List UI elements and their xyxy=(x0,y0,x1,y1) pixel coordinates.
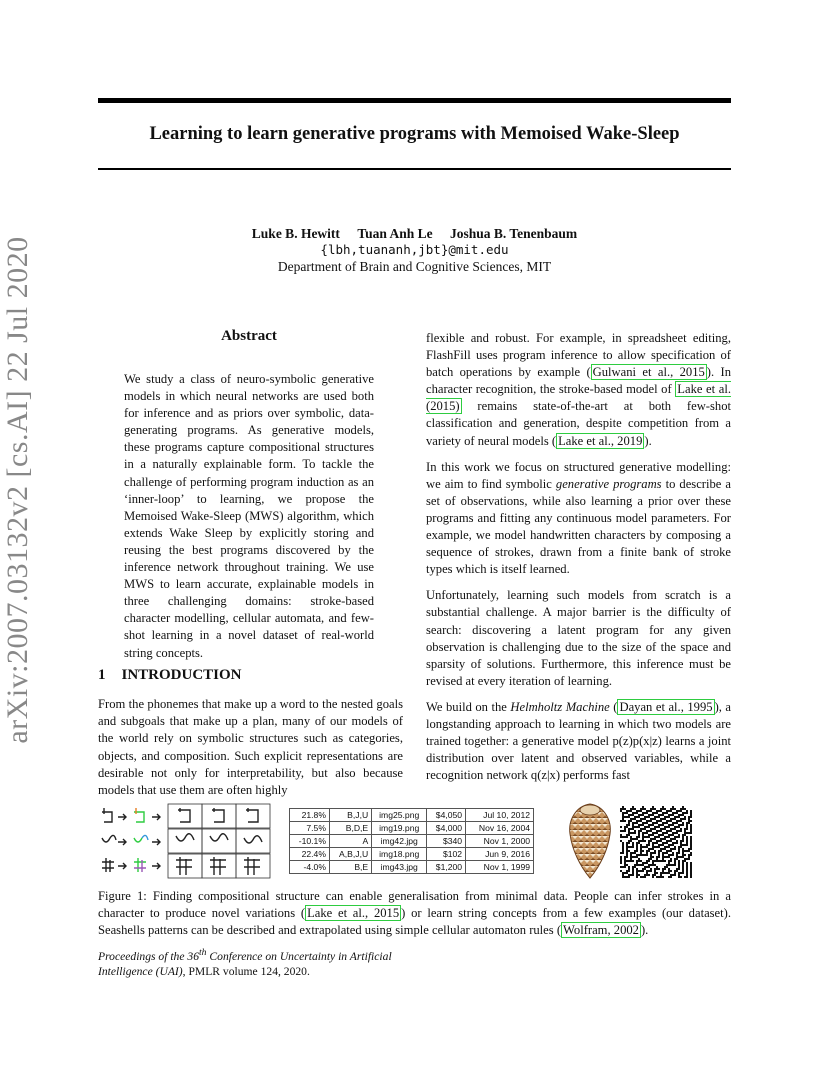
table-cell: Jul 10, 2012 xyxy=(466,809,534,822)
paragraph: In this work we focus on structured generative modelling: we aim to find symbolic generative programs to describe a set of observations, while also learning a prior over these programs and fitting any continuous model parameters. For example, we model handwritten characters by composing a sequence of strokes, drawn from a finite bank of stroke types which is itself learned. xyxy=(426,459,731,577)
section-heading xyxy=(98,667,242,684)
author-name: Luke B. Hewitt xyxy=(251,226,340,241)
table-cell: $4,050 xyxy=(427,809,466,822)
table-row xyxy=(290,809,534,822)
table-cell: 21.8% xyxy=(290,809,330,822)
table-cell: Nov 16, 2004 xyxy=(466,822,534,835)
paper-title: Learning to learn generative programs with Memoised Wake-Sleep xyxy=(149,124,680,144)
citation-link[interactable]: Wolfram, 2002 xyxy=(563,923,639,938)
section-number: 1 xyxy=(98,667,106,683)
arxiv-id: arXiv:2007.03132v2 [cs.AI] 22 Jul 2020 xyxy=(1,236,34,744)
citation-link[interactable]: Dayan et al., 1995 xyxy=(619,699,713,714)
table-cell: A,B,J,U xyxy=(329,848,371,861)
table-cell: -10.1% xyxy=(290,835,330,848)
table-cell: 22.4% xyxy=(290,848,330,861)
table-cell: $102 xyxy=(427,848,466,861)
author-emails: {lbh,tuananh,jbt}@mit.edu xyxy=(320,242,509,257)
table-cell: B,E xyxy=(329,861,371,874)
author-list xyxy=(98,226,731,242)
abstract-text: We study a class of neuro-symbolic generative models in which neural networks are used both for inference and as priors over symbolic, data-generating programs. As generative models, these programs capture compositional structures in a naturally explainable form. To tackle the challenge of performing program induction as an ‘inner-loop’ to learning, we propose the Memoised Wake-Sleep (MWS) algorithm, which extends Wake Sleep by explicitly storing and reusing the best programs discovered by the inference network throughout training. We use MWS to learn accurate, explainable models in three challenging domains: stroke-based character modelling, cellular automata, and few-shot learning in a novel dataset of real-world string concepts. xyxy=(124,372,374,660)
table-cell: img43.jpg xyxy=(372,861,427,874)
table-cell: img19.png xyxy=(372,822,427,835)
table-row xyxy=(290,861,534,874)
table-row xyxy=(290,835,534,848)
citation-link[interactable]: Lake et al., 2015 xyxy=(307,906,400,921)
paragraph: Unfortunately, learning such models from scratch is a substantial challenge. A major barrier is the difficulty of search: discovering a latent program for any given observation is challenging due to the size of the space and sparsity of solutions. Furthermore, this inference must be revised at every iteration of learning. xyxy=(426,588,731,688)
affiliation: Department of Brain and Cognitive Sciences, MIT xyxy=(277,259,552,274)
table-cell: Nov 1, 2000 xyxy=(466,835,534,848)
citation-link[interactable]: Lake et al. (2015) xyxy=(426,382,731,414)
table-cell: A xyxy=(329,835,371,848)
table-cell: Jun 9, 2016 xyxy=(466,848,534,861)
table-cell: img25.png xyxy=(372,809,427,822)
proceedings-footnote: Proceedings of the 36th Conference on Uncertainty in Artificial Intelligence (UAI), PMLR volume 124, 2020. xyxy=(98,947,392,978)
character-strokes-panel xyxy=(98,802,274,880)
seashell-image xyxy=(566,800,614,880)
table-cell: $340 xyxy=(427,835,466,848)
table-cell: -4.0% xyxy=(290,861,330,874)
title-bottom-rule xyxy=(98,168,731,170)
string-concept-table xyxy=(289,808,534,874)
table-cell: img18.png xyxy=(372,848,427,861)
citation-link[interactable]: Gulwani et al., 2015 xyxy=(592,365,705,380)
table-cell: B,D,E xyxy=(329,822,371,835)
table-cell: $1,200 xyxy=(427,861,466,874)
table-cell: $4,000 xyxy=(427,822,466,835)
intro-paragraph: From the phonemes that make up a word to the nested goals and subgoals that make up a plan, many of our models of the world rely on symbolic structures such as categories, objects, and composition. Such explicit representations are desirable not only for interpretability, but also because models that use them are often highly xyxy=(98,697,403,798)
paragraph: flexible and robust. For example, in spreadsheet editing, FlashFill uses program inference to allow specification of batch operations by example ( Gulwani et al., 2015 ). In character recognition, the stroke-based model of Lake et al. (2015) remains state-of-the-art at both few-shot classification and generation, despite competition from a variety of neural models ( Lake et al., 2019 ). xyxy=(426,331,731,448)
table-cell: B,J,U xyxy=(329,809,371,822)
table-cell: img42.jpg xyxy=(372,835,427,848)
right-column xyxy=(426,330,731,793)
cellular-automaton-image xyxy=(620,806,692,878)
figure-caption: Figure 1: Finding compositional structure can enable generalisation from minimal data. People can infer strokes in a character to produce novel variations ( Lake et al., 2015 ) or learn string concepts from a few examples (our dataset). Seashells patterns can be described and extrapolated using simple cellular automaton rules ( Wolfram, 2002 ). xyxy=(98,889,731,938)
top-rule xyxy=(98,98,731,103)
paragraph: We build on the Helmholtz Machine ( Dayan et al., 1995 ), a longstanding approach to learning in which two models are trained together: a generative model p(z)p(x|z) learns a joint distribution over latent and observed variables, while a recognition network q(z|x) performs fast xyxy=(426,699,732,783)
section-title: INTRODUCTION xyxy=(121,667,242,683)
abstract-heading: Abstract xyxy=(221,328,277,344)
author-name: Joshua B. Tenenbaum xyxy=(450,226,578,241)
table-row xyxy=(290,822,534,835)
table-cell: 7.5% xyxy=(290,822,330,835)
citation-link[interactable]: Lake et al., 2019 xyxy=(558,433,643,448)
author-name: Tuan Anh Le xyxy=(357,226,433,241)
table-cell: Nov 1, 1999 xyxy=(466,861,534,874)
table-row xyxy=(290,848,534,861)
